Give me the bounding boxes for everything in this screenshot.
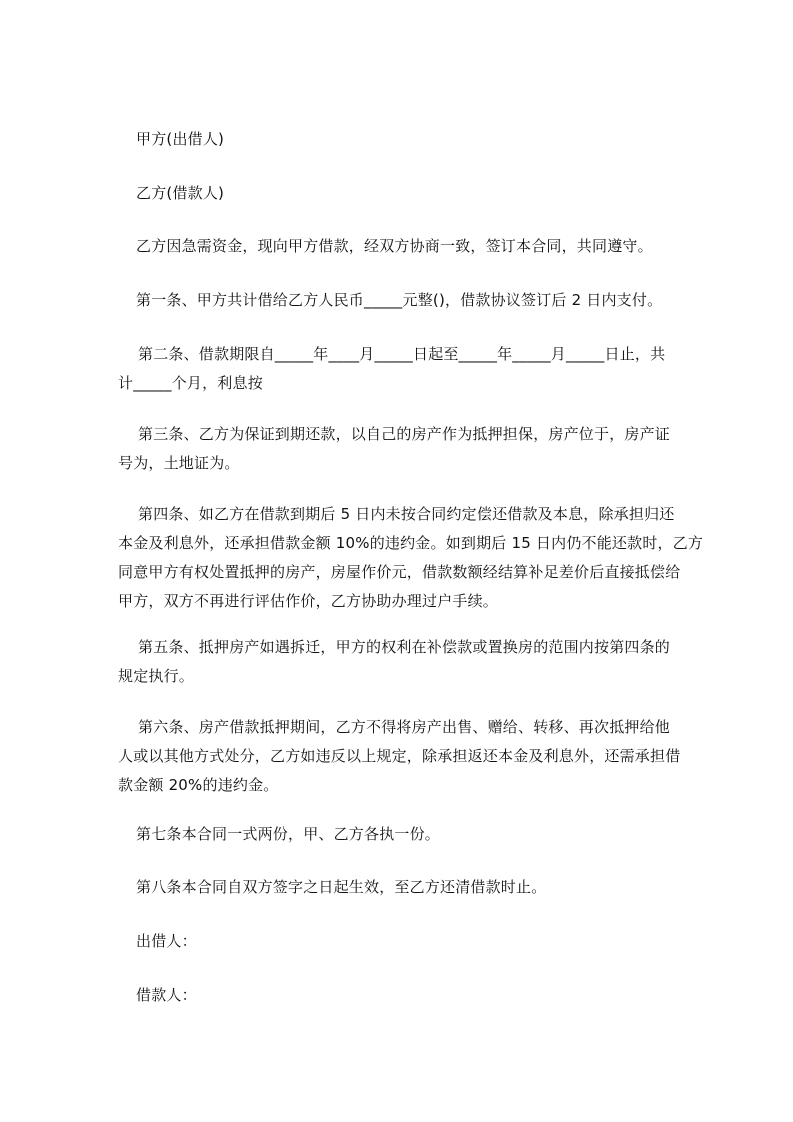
party-a-line: 甲方(出借人) — [136, 130, 225, 148]
article-5-line: 规定执行。 — [118, 667, 195, 685]
article-5 — [118, 633, 670, 691]
article-3-line: 第三条、乙方为保证到期还款，以自己的房产作为抵押担保，房产位于，房产证 — [138, 425, 671, 443]
article-6 — [118, 713, 680, 800]
article-6-line: 人或以其他方式处分，乙方如违反以上规定，除承担返还本金及利息外，还需承担借 — [118, 747, 681, 765]
article-8: 第八条本合同自双方签字之日起生效，至乙方还清借款时止。 — [136, 878, 547, 896]
borrower-signature-label: 借款人： — [136, 986, 197, 1004]
article-7: 第七条本合同一式两份，甲、乙方各执一份。 — [136, 825, 441, 843]
party-b-line: 乙方(借款人) — [136, 184, 225, 202]
article-1: 第一条、甲方共计借给乙方人民币_____元整()，借款协议签订后 2 日内支付。 — [136, 291, 663, 309]
intro-paragraph: 乙方因急需资金，现向甲方借款，经双方协商一致，签订本合同，共同遵守。 — [136, 237, 653, 255]
article-4-line: 第四条、如乙方在借款到期后 5 日内未按合同约定偿还借款及本息，除承担归还 — [138, 505, 675, 523]
article-2 — [118, 340, 665, 398]
article-3 — [118, 420, 670, 478]
article-4-line: 同意甲方有权处置抵押的房产，房屋作价元，借款数额经结算补足差价后直接抵偿给 — [118, 563, 681, 581]
article-4 — [118, 500, 703, 616]
article-4-line: 本金及利息外，还承担借款金额 10%的违约金。如到期后 15 日内仍不能还款时，乙方 — [118, 534, 704, 552]
article-4-line: 甲方，双方不再进行评估作价，乙方协助办理过户手续。 — [118, 592, 499, 610]
article-6-line: 款金额 20%的违约金。 — [118, 776, 279, 794]
article-3-line: 号为，土地证为。 — [118, 454, 240, 472]
article-5-line: 第五条、抵押房产如遇拆迁，甲方的权利在补偿款或置换房的范围内按第四条的 — [138, 638, 671, 656]
article-6-line: 第六条、房产借款抵押期间，乙方不得将房产出售、赠给、转移、再次抵押给他 — [138, 718, 671, 736]
article-2-line: 第二条、借款期限自_____年____月_____日起至_____年_____月_____日止，共 — [138, 345, 666, 363]
article-2-line: 计_____个月，利息按 — [118, 374, 263, 392]
lender-signature-label: 出借人： — [136, 932, 197, 950]
